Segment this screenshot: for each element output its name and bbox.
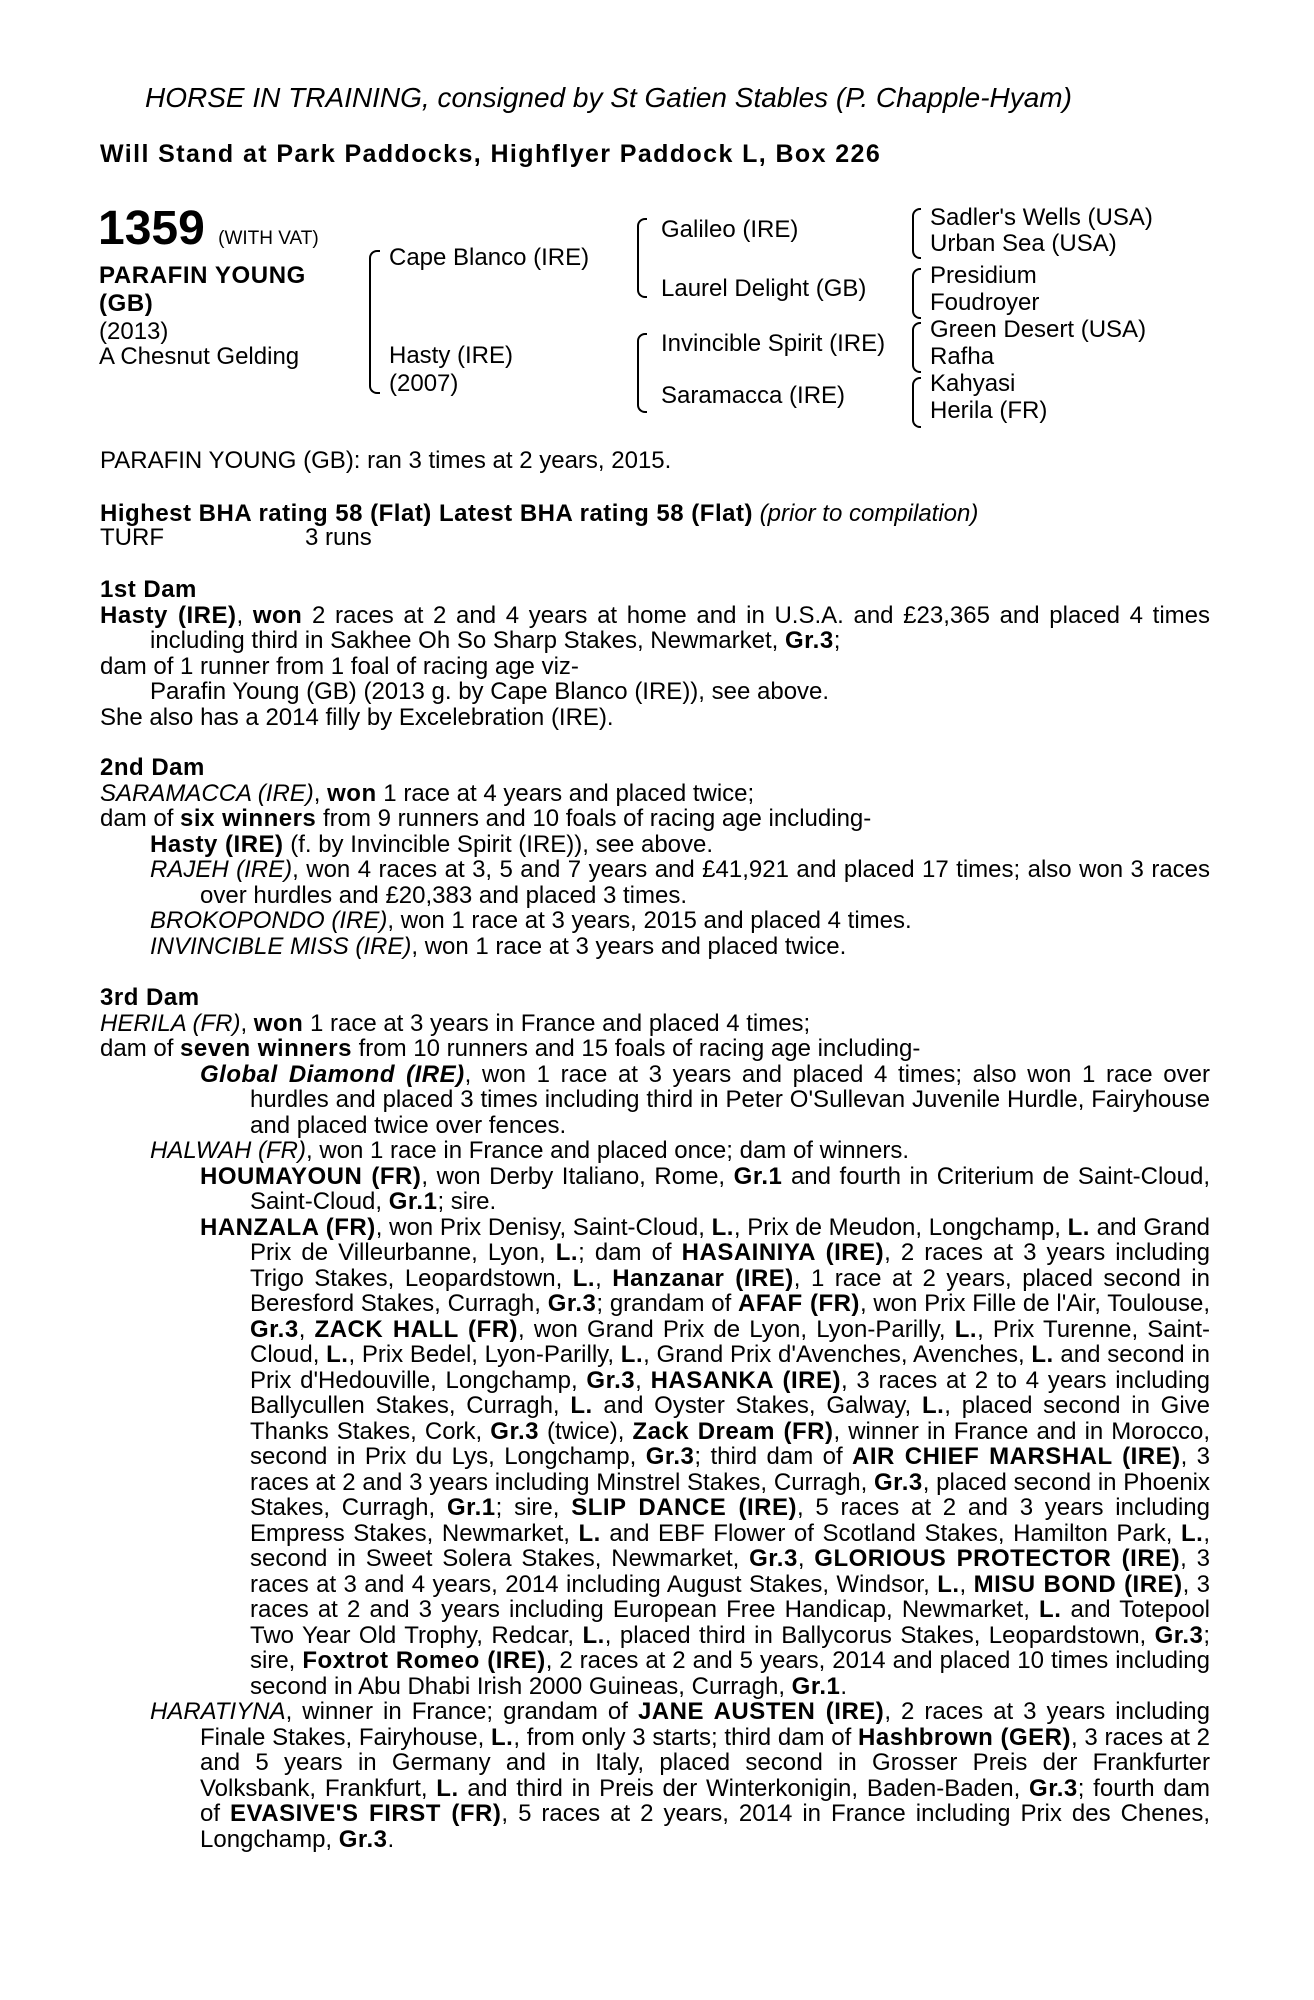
hasty-name: Hasty (IRE) [150,830,284,858]
hanzala-text: , [797,1545,815,1572]
hanzala-text: and Totepool Two Year Old Trophy, Redcar, [250,1596,1211,1649]
first-dam-heading: 1st Dam [100,576,197,603]
third-dam-section [100,985,1210,1852]
second-dam-winners: six winners [180,805,317,832]
hanzala-text: , Prix Turenne, Saint-Cloud, [250,1315,1210,1368]
grade-mark: Gr.3 [338,1825,388,1853]
third-dam-won: won [253,1009,304,1037]
hanzala-text: ; third dam of [694,1443,853,1470]
first-dam-text: 2 races at 2 and 4 years at home and in U.S.A. and £23,365 and placed 4 times including third in Sakhee Oh So Sharp Stakes, Newmarket, [150,601,1210,654]
invincible-miss-text: , won 1 race at 3 years and placed twice. [411,932,847,960]
grade-mark: Gr.3 [250,1315,299,1343]
first-dam-won: won [252,601,303,629]
vat-note: (WITH VAT) [218,228,319,249]
listed-mark: L. [491,1723,514,1751]
jane-austen-name: JANE AUSTEN (IRE) [637,1698,885,1725]
halwah-name: HALWAH (FR) [150,1137,306,1164]
grade-mark: Gr.3 [547,1290,597,1317]
pedigree-g5: Green Desert (USA) [930,316,1147,343]
pedigree-g3: Presidium [930,262,1037,289]
hanzala-text: , 1 race at 2 years, placed second in Beresford Stakes, Curragh, [250,1264,1210,1317]
listed-mark: L. [572,1264,596,1292]
hanzala-text: , [635,1366,651,1394]
hanzanar-name: Hanzanar (IRE) [612,1264,794,1292]
third-dam-foals: from 10 runners and 15 foals of racing age including- [351,1035,921,1062]
slip-dance-name: SLIP DANCE (IRE) [571,1494,797,1521]
dam-sire: Invincible Spirit (IRE) [661,330,886,357]
hanzala-text: , 5 races at 2 and 3 years including Empress Stakes, Newmarket, [250,1494,1211,1547]
hanzala-text: ; dam of [578,1239,682,1266]
hanzala-text: ; grandam of [596,1290,739,1317]
horse-name [99,262,359,318]
listed-mark: L. [436,1774,459,1802]
grade-mark: Gr.3 [874,1468,923,1496]
global-diamond-text: , won 1 race at 3 years and placed 4 times; also won 1 race over hurdles and placed 3 times including third in Peter O'Sullevan Juvenile Hurdle, Fairyhouse and placed twice over fences. [250,1060,1210,1139]
pedigree-g4: Foudroyer [930,289,1040,316]
third-dam-name: HERILA (FR) [100,1009,241,1037]
sire-sire: Galileo (IRE) [661,216,799,243]
second-dam-produce [100,806,1210,832]
hanzala-text: , Grand Prix d'Avenches, Avenches, [643,1341,1032,1368]
hasainiya-name: HASAINIYA (IRE) [681,1239,885,1266]
pedigree-brace-g1 [912,208,921,259]
pedigree-brace-g5 [912,322,921,373]
pedigree-brace-g3 [912,268,921,319]
hanzala-text: , [959,1570,974,1598]
halwah-produce-hanzala [100,1215,1210,1700]
grade-mark: Gr.3 [1154,1621,1204,1649]
second-dam-of: dam of [100,805,181,832]
hanzala-text: , 2 races at 2 and 5 years, 2014 and placed 10 times including second in Abu Dhabi Irish 2000 Guineas, Curragh, [250,1647,1211,1700]
listed-mark: L. [1039,1596,1062,1623]
hanzala-text: . [840,1672,848,1700]
second-dam-record: SARAMACCA (IRE), won 1 race at 4 years and placed twice; [100,779,755,807]
listed-mark: L. [1067,1213,1090,1241]
first-dam-produce: dam of 1 runner from 1 foal of racing age viz- [100,652,579,680]
first-dam-name: Hasty (IRE) [100,601,237,629]
rajeh-text: , won 4 races at 3, 5 and 7 years and £41,921 and placed 17 times; also won 3 races over hurdles and £20,383 and placed 3 times. [200,856,1211,909]
third-dam-record: HERILA (FR), won 1 race at 3 years in France and placed 4 times; [100,1009,811,1037]
pedigree-g2: Urban Sea (USA) [930,230,1117,257]
listed-mark: L. [570,1392,593,1419]
listed-mark: L. [555,1239,579,1266]
pedigree-g7: Kahyasi [930,370,1016,397]
first-dam-text-end: ; [833,627,841,654]
afaf-name: AFAF (FR) [738,1290,860,1317]
pedigree-brace-g7 [912,377,921,428]
hanzala-text: , second in Sweet Solera Stakes, Newmarket, [250,1519,1210,1572]
air-chief-marshal-name: AIR CHIEF MARSHAL (IRE) [852,1443,1181,1470]
pedigree-g1: Sadler's Wells (USA) [930,204,1153,231]
rajeh-name: RAJEH (IRE) [150,856,293,883]
invincible-miss-name: INVINCIBLE MISS (IRE) [150,932,412,960]
hanzala-text: , [595,1264,613,1292]
haratiyna-text: , winner in France; grandam of [285,1698,638,1725]
third-dam-winners: seven winners [180,1035,352,1062]
hashbrown-name: Hashbrown (GER) [858,1723,1071,1751]
haratiyna-text: . [387,1825,395,1853]
second-dam-item-hasty [100,832,1210,858]
haratiyna-text: , 3 races at 2 and 5 years in Germany and in Italy, placed second in Grosser Preis der Frankfurter Volksbank, Frankfurt, [200,1723,1210,1802]
hanzala-text: , won Prix Fille de l'Air, Toulouse, [859,1290,1211,1317]
second-dam-name: SARAMACCA (IRE) [100,779,314,807]
foxtrot-romeo-name: Foxtrot Romeo (IRE) [302,1647,546,1674]
grade-mark: Gr.3 [490,1417,539,1445]
hanzala-text: , placed second in Give Thanks Stakes, Cork, [250,1392,1211,1445]
hanzala-text: , placed second in Phoenix Stakes, Curragh, [250,1468,1210,1521]
hasanka-name: HASANKA (IRE) [650,1366,841,1394]
listed-mark: L. [937,1570,960,1598]
pedigree-brace-dam [637,333,647,413]
hanzala-text: ; sire, [495,1494,572,1521]
hanzala-text: , placed third in Ballycorus Stakes, Leopardstown, [604,1621,1155,1649]
hanzala-text: , 3 races at 2 and 3 years including European Free Handicap, Newmarket, [250,1570,1210,1623]
second-dam-heading: 2nd Dam [100,754,205,781]
second-dam-text: 1 race at 4 years and placed twice; [376,779,755,807]
haratiyna-text: , 2 races at 3 years including Finale Stakes, Fairyhouse, [200,1698,1211,1751]
hanzala-text: and Grand Prix de Villeurbanne, Lyon, [250,1213,1211,1266]
zack-hall-name: ZACK HALL (FR) [314,1315,519,1343]
second-dam-item-rajeh [100,857,1210,908]
pedigree-brace-sire [637,218,647,298]
hanzala-text: and EBF Flower of Scotland Stakes, Hamilton Park, [600,1519,1181,1547]
hanzala-text: , 2 races at 3 years including Trigo Stakes, Leopardstown, [250,1239,1211,1292]
surface-runs: 3 runs [305,524,372,551]
third-dam-item-global-diamond [100,1062,1210,1139]
houmayoun-grade-1: Gr.1 [733,1162,783,1190]
rating-line [100,501,978,526]
horse-name-line2: (GB) [99,290,154,317]
sire: Cape Blanco (IRE) [389,244,590,271]
stand-location: Will Stand at Park Paddocks, Highflyer Paddock L, Box 226 [100,140,882,168]
global-diamond-name: Global Diamond (IRE) [200,1060,465,1088]
grade-mark: Gr.3 [645,1443,695,1470]
first-dam-section [100,577,1210,730]
pedigree-g6: Rafha [930,343,995,370]
brokopondo-name: BROKOPONDO (IRE) [150,907,388,934]
lot-number [98,203,319,265]
listed-mark: L. [921,1392,945,1419]
listed-mark: L. [620,1341,644,1368]
hanzala-text: , 3 races at 2 and 3 years including Minstrel Stakes, Curragh, [250,1443,1211,1496]
listed-mark: L. [582,1621,605,1649]
houmayoun-name: HOUMAYOUN (FR) [200,1162,422,1190]
hanzala-text: ; sire, [250,1621,1211,1674]
pedigree-g8: Herila (FR) [930,397,1048,424]
third-dam-text: 1 race at 3 years in France and placed 4 times; [303,1009,811,1037]
hanzala-text: (twice), [538,1417,633,1445]
listed-mark: L. [326,1341,349,1368]
second-dam-won: won [327,779,377,807]
halwah-text: , won 1 race in France and placed once; dam of winners. [306,1137,909,1164]
grade-mark: Gr.3 [586,1366,636,1394]
listed-mark: L. [578,1519,601,1547]
third-dam-heading: 3rd Dam [100,984,200,1011]
haratiyna-text: , 5 races at 2 years, 2014 in France including Prix des Chenes, Longchamp, [200,1800,1210,1853]
hanzala-text: , Prix Bedel, Lyon-Parilly, [348,1341,621,1368]
haratiyna-name: HARATIYNA [150,1698,286,1725]
hanzala-text: , 3 races at 3 and 4 years, 2014 including August Stakes, Windsor, [250,1545,1210,1598]
first-dam-produce-item: Parafin Young (GB) (2013 g. by Cape Blanco (IRE)), see above. [150,678,830,705]
houmayoun-text-1: , won Derby Italiano, Rome, [421,1162,734,1190]
glorious-protector-name: GLORIOUS PROTECTOR (IRE) [814,1545,1181,1572]
listed-mark: L. [954,1315,978,1343]
horse-name-line1: PARAFIN YOUNG [99,262,306,289]
first-dam-note: She also has a 2014 filly by Excelebration (IRE). [100,703,614,731]
third-dam-produce [100,1036,1210,1062]
hanzala-text: , winner in France and in Morocco, second in Prix du Lys, Longchamp, [250,1417,1211,1470]
grade-mark: Gr.1 [446,1494,496,1521]
second-dam-item-brokopondo [100,908,1210,934]
haratiyna-text: ; fourth dam of [200,1774,1211,1827]
rating-text: Highest BHA rating 58 (Flat) Latest BHA rating 58 (Flat) [100,500,753,527]
grade-mark: Gr.3 [1029,1774,1078,1802]
haratiyna-text: , from only 3 starts; third dam of [513,1723,859,1751]
halwah-produce-houmayoun [100,1164,1210,1215]
third-dam-item-halwah [100,1138,1210,1164]
grade-mark: Gr.3 [749,1545,798,1572]
listed-mark: L. [711,1213,734,1241]
third-dam-item-haratiyna [100,1699,1210,1852]
hanzala-text: and Oyster Stakes, Galway, [592,1392,922,1419]
surface-label: TURF [100,524,164,551]
hanzala-name: HANZALA (FR) [200,1213,376,1241]
hanzala-text: , won Grand Prix de Lyon, Lyon-Parilly, [518,1315,955,1343]
hanzala-text: and second in Prix d'Hedouville, Longchamp, [250,1341,1210,1394]
zack-dream-name: Zack Dream (FR) [632,1417,834,1445]
evasives-first-name: EVASIVE'S FIRST (FR) [230,1800,502,1827]
second-dam-section [100,755,1210,959]
foal-year: (2013) [99,318,169,345]
hanzala-text: , won Prix Denisy, Saint-Cloud, [375,1213,712,1241]
second-dam-foals: from 9 runners and 10 foals of racing age including- [316,805,872,832]
pedigree-brace-main [369,250,380,394]
hanzala-text: , [298,1315,315,1343]
dam-dam: Saramacca (IRE) [661,382,846,409]
misu-bond-name: MISU BOND (IRE) [973,1570,1183,1598]
sire-dam: Laurel Delight (GB) [661,275,867,302]
race-summary: PARAFIN YOUNG (GB): ran 3 times at 2 years, 2015. [100,447,672,474]
hasty-text: (f. by Invincible Spirit (IRE)), see above. [283,830,714,858]
brokopondo-text: , won 1 race at 3 years, 2015 and placed 4 times. [387,907,912,934]
dam-year: (2007) [389,370,459,397]
houmayoun-text-2: and fourth in Criterium de Saint-Cloud, Saint-Cloud, [250,1162,1211,1215]
page-header: HORSE IN TRAINING, consigned by St Gatien Stables (P. Chapple-Hyam) [145,82,1072,113]
first-dam-grade: Gr.3 [785,627,834,654]
listed-mark: L. [1181,1519,1204,1547]
houmayoun-text-3: ; sire. [437,1188,497,1215]
hanzala-text: , Prix de Meudon, Longchamp, [733,1213,1068,1241]
grade-mark: Gr.1 [791,1672,841,1700]
third-dam-of: dam of [100,1035,181,1062]
lot-number-value: 1359 [98,202,205,255]
rating-note: (prior to compilation) [759,500,979,527]
dam: Hasty (IRE) [389,342,514,369]
first-dam-record: Hasty (IRE), won 2 races at 2 and 4 years at home and in U.S.A. and £23,365 and placed 4 times including third in Sakhee Oh So Sharp Stakes, Newmarket, Gr.3; [100,601,1210,654]
second-dam-item-invincible-miss [100,934,1210,960]
horse-description: A Chesnut Gelding [99,343,300,370]
houmayoun-grade-2: Gr.1 [388,1188,438,1215]
haratiyna-text: and third in Preis der Winterkonigin, Baden-Baden, [458,1774,1030,1802]
hanzala-text: , 3 races at 2 to 4 years including Ballycullen Stakes, Curragh, [250,1366,1211,1419]
listed-mark: L. [1031,1341,1054,1368]
